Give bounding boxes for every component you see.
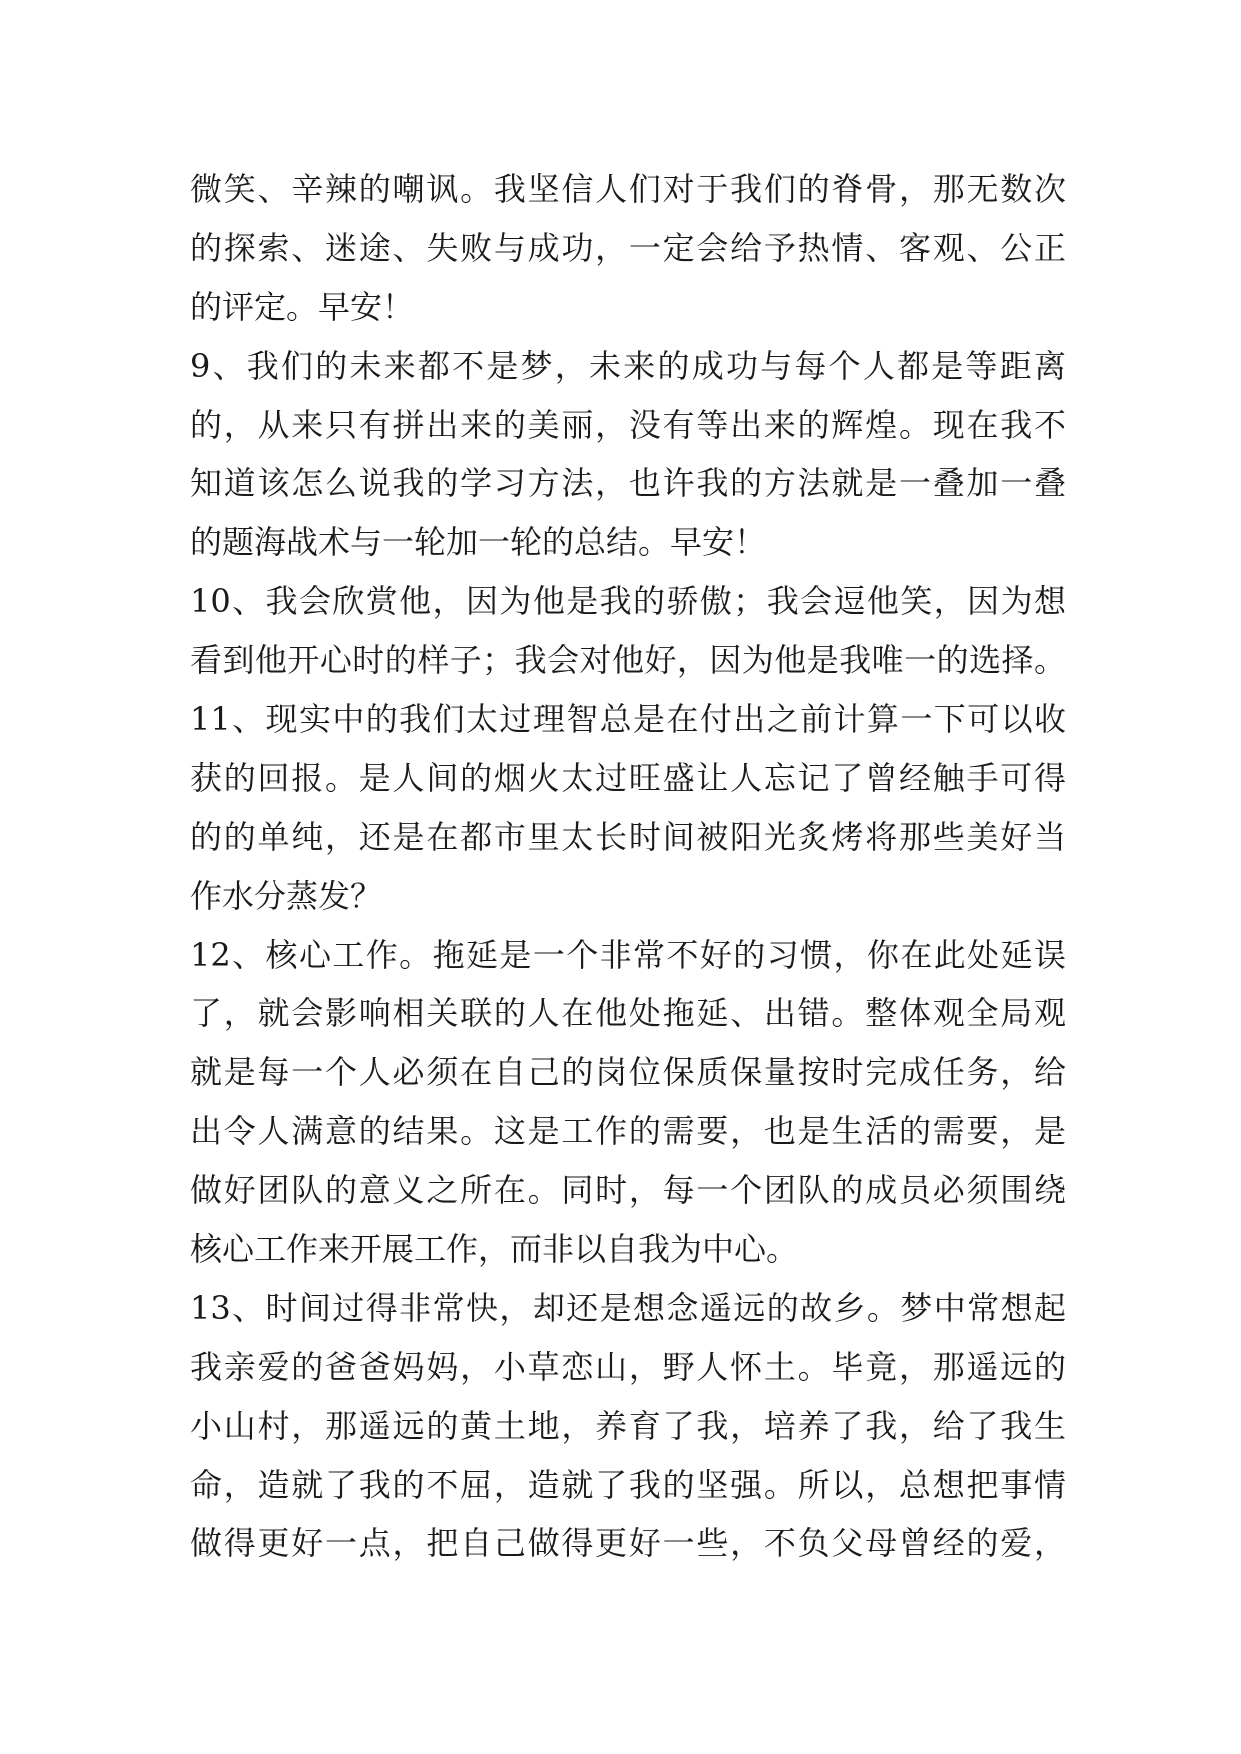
text-line: 知道该怎么说我的学习方法，也许我的方法就是一叠加一叠 xyxy=(190,464,1066,503)
text-line: 12、核心工作。拖延是一个非常不好的习惯，你在此处延误 xyxy=(190,935,1066,974)
text-line: 看到他开心时的样子；我会对他好，因为他是我唯一的选择。 xyxy=(190,641,1066,680)
text-line: 微笑、辛辣的嘲讽。我坚信人们对于我们的脊骨，那无数次 xyxy=(190,170,1066,208)
text-line: 作水分蒸发？ xyxy=(190,876,383,915)
text-line: 出令人满意的结果。这是工作的需要，也是生活的需要，是 xyxy=(190,1112,1066,1151)
text-line: 核心工作来开展工作，而非以自我为中心。 xyxy=(190,1230,799,1269)
text-line: 就是每一个人必须在自己的岗位保质保量按时完成任务，给 xyxy=(190,1053,1066,1092)
text-line: 做得更好一点，把自己做得更好一些，不负父母曾经的爱， xyxy=(190,1524,1066,1563)
paragraph-9 xyxy=(190,337,1066,573)
text-line: 命，造就了我的不屈，造就了我的坚强。所以，总想把事情 xyxy=(190,1465,1066,1504)
paragraph-12 xyxy=(190,926,1066,1279)
text-line: 小山村，那遥远的黄土地，养育了我，培养了我，给了我生 xyxy=(190,1406,1066,1445)
document-body xyxy=(190,160,1066,1573)
paragraph-intro xyxy=(190,160,1066,337)
text-line: 13、时间过得非常快，却还是想念遥远的故乡。梦中常想起 xyxy=(190,1288,1066,1327)
text-line: 的的单纯，还是在都市里太长时间被阳光炙烤将那些美好当 xyxy=(190,817,1066,856)
text-line: 了，就会影响相关联的人在他处拖延、出错。整体观全局观 xyxy=(190,994,1066,1033)
text-line: 的探索、迷途、失败与成功，一定会给予热情、客观、公正 xyxy=(190,228,1066,267)
text-line: 9、我们的未来都不是梦，未来的成功与每个人都是等距离 xyxy=(190,346,1066,385)
paragraph-13 xyxy=(190,1279,1066,1573)
text-line: 做好团队的意义之所在。同时，每一个团队的成员必须围绕 xyxy=(190,1171,1066,1210)
text-line: 的评定。早安！ xyxy=(190,287,415,326)
text-line: 11、现实中的我们太过理智总是在付出之前计算一下可以收 xyxy=(190,700,1066,739)
paragraph-10 xyxy=(190,572,1066,690)
text-line: 获的回报。是人间的烟火太过旺盛让人忘记了曾经触手可得 xyxy=(190,758,1066,797)
text-line: 的，从来只有拼出来的美丽，没有等出来的辉煌。现在我不 xyxy=(190,405,1066,444)
text-line: 10、我会欣赏他，因为他是我的骄傲；我会逗他笑，因为想 xyxy=(190,582,1066,621)
text-line: 我亲爱的爸爸妈妈，小草恋山，野人怀土。毕竟，那遥远的 xyxy=(190,1347,1066,1386)
text-line: 的题海战术与一轮加一轮的总结。早安！ xyxy=(190,523,767,562)
paragraph-11 xyxy=(190,690,1066,926)
